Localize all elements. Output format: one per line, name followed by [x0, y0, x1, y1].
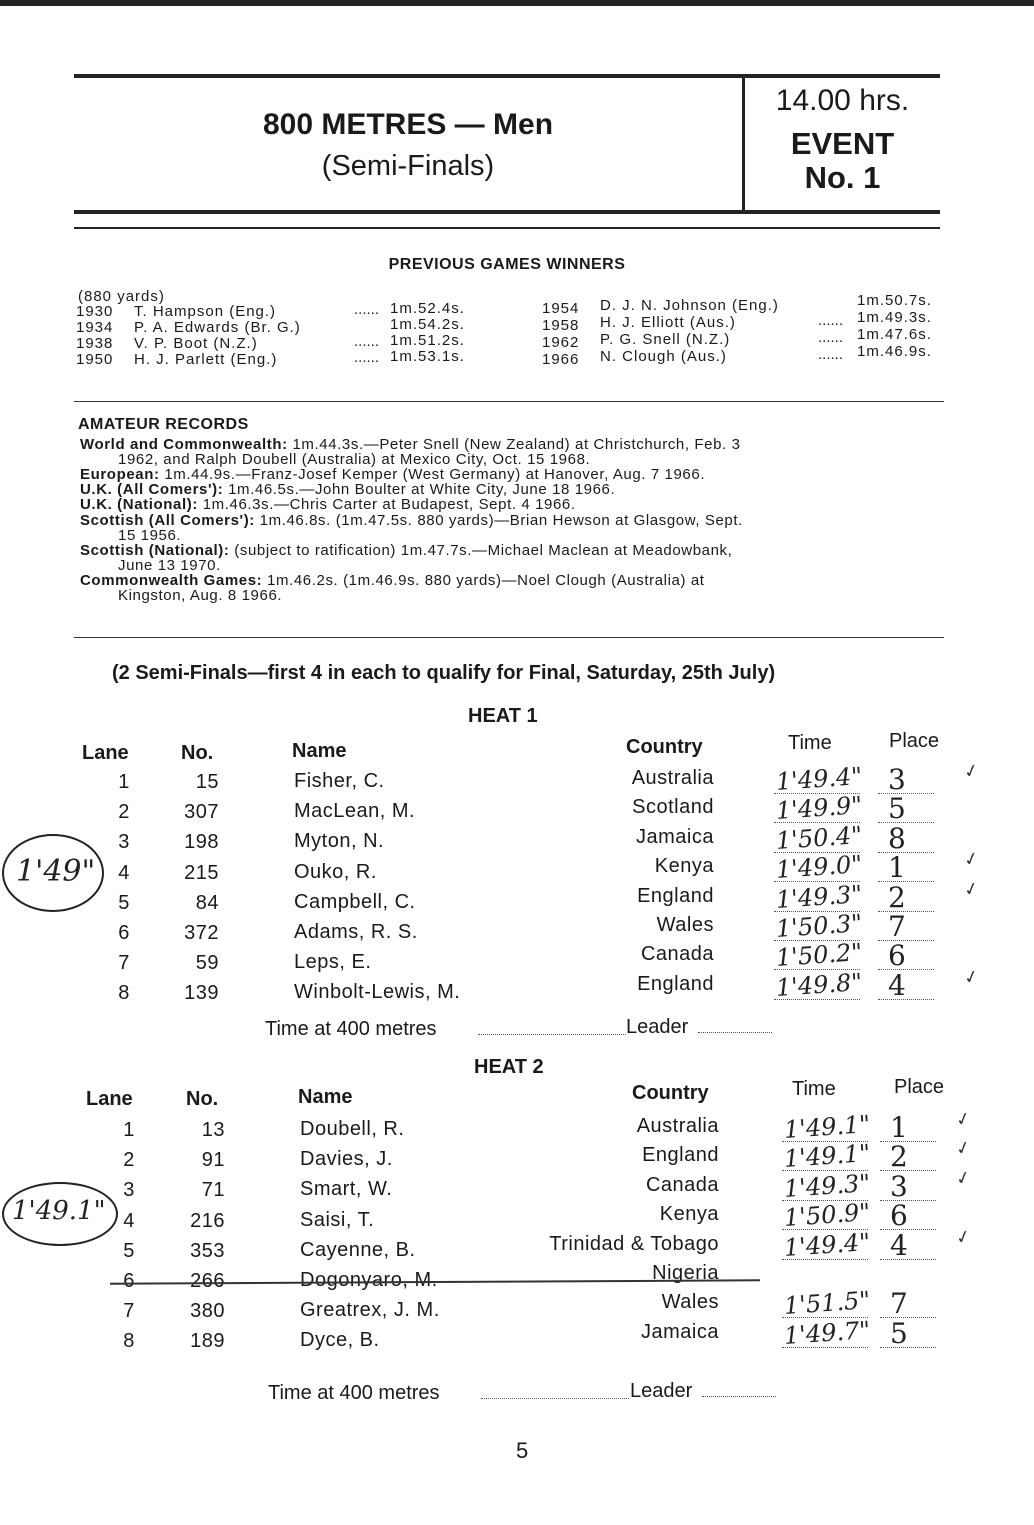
col-country-header: Country — [632, 1082, 709, 1104]
number-cell: 216 — [190, 1209, 225, 1232]
handwritten-place: 4 — [888, 968, 906, 1002]
number-cell: 372 — [184, 922, 219, 944]
name-cell: Winbolt-Lewis, M. — [294, 981, 461, 1004]
name-cell: MacLean, M. — [294, 800, 416, 823]
country-cell: Canada — [640, 943, 714, 966]
heat2-circled-text: 1'49.1" — [12, 1196, 106, 1226]
header-bottom-rule — [74, 210, 940, 214]
col-name-header: Name — [292, 740, 347, 762]
winners-bottom-rule — [74, 401, 944, 402]
winner-time: 1m.46.9s. — [857, 343, 932, 360]
winner-dots: ...... — [354, 349, 380, 366]
handwritten-place: 1 — [888, 851, 906, 885]
winner-name: D. J. N. Johnson (Eng.) — [600, 297, 779, 314]
lane-cell: 6 — [118, 922, 130, 944]
number-cell: 215 — [184, 861, 219, 884]
event-time: 14.00 hrs. — [775, 84, 910, 117]
tick-mark: ✓ — [953, 1136, 974, 1161]
heat2-footer-leader: Leader — [630, 1380, 693, 1402]
record-text: 1m.44.3s.—Peter Snell (New Zealand) at Christchurch, Feb. 3 — [287, 436, 741, 453]
col-time-header: Time — [788, 732, 832, 754]
event-subtitle: (Semi-Finals) — [321, 150, 495, 182]
handwritten-place: 3 — [888, 763, 906, 796]
tick-mark: ✓ — [953, 1166, 974, 1191]
number-cell: 353 — [190, 1239, 225, 1262]
record-text: 1m.46.5s.—John Boulter at White City, June 18 1966. — [223, 481, 616, 499]
tick-mark: ✓ — [961, 759, 982, 784]
handwritten-place: 6 — [888, 939, 906, 973]
header-bottom-rule-2 — [74, 227, 940, 229]
time-dotted-blank — [774, 999, 860, 1000]
record-label: Scottish (All Comers'): — [80, 511, 255, 529]
handwritten-place: 7 — [890, 1287, 908, 1321]
place-dotted-blank — [878, 881, 934, 882]
number-cell: 189 — [190, 1330, 225, 1353]
winner-time: 1m.54.2s. — [390, 316, 465, 333]
handwritten-time: 1'49.8" — [775, 967, 864, 1002]
previous-winners-heading: PREVIOUS GAMES WINNERS — [388, 256, 626, 273]
handwritten-time: 1'49.1" — [783, 1110, 872, 1144]
lane-cell: 1 — [123, 1119, 135, 1141]
country-cell: Nigeria — [652, 1262, 719, 1284]
lane-cell: 8 — [118, 982, 130, 1005]
place-dotted-blank — [880, 1317, 936, 1318]
col-country-header: Country — [626, 736, 703, 758]
handwritten-time: 1'50.9" — [783, 1198, 872, 1233]
number-cell: 198 — [184, 831, 219, 854]
winner-year: 1966 — [542, 351, 580, 368]
heat2-circled-note — [2, 1182, 118, 1246]
record-label: World and Commonwealth: — [80, 436, 288, 453]
winner-time: 1m.52.4s. — [390, 300, 465, 317]
handwritten-place: 8 — [888, 821, 906, 855]
lane-cell: 7 — [118, 952, 130, 975]
place-dotted-blank — [880, 1141, 936, 1142]
tick-mark: ✓ — [961, 965, 982, 990]
handwritten-place: 1 — [890, 1111, 908, 1144]
previous-winners-note: (880 yards) — [78, 288, 165, 305]
lane-cell: 3 — [123, 1179, 135, 1202]
name-cell: Cayenne, B. — [300, 1238, 416, 1261]
heat1-title: HEAT 1 — [468, 705, 538, 727]
col-lane-header: Lane — [82, 742, 129, 764]
lane-cell: 2 — [118, 801, 130, 824]
record-text: June 13 1970. — [118, 556, 221, 574]
winner-year: 1938 — [76, 335, 114, 352]
lane-cell: 5 — [123, 1239, 135, 1262]
lane-cell: 6 — [123, 1270, 135, 1292]
col-lane-header: Lane — [86, 1088, 133, 1110]
winner-year: 1950 — [76, 351, 114, 368]
place-dotted-blank — [880, 1200, 936, 1201]
handwritten-place: 5 — [890, 1316, 908, 1350]
country-cell: England — [642, 1144, 719, 1167]
lane-cell: 8 — [123, 1330, 135, 1353]
winner-name: T. Hampson (Eng.) — [134, 303, 277, 320]
qualify-note: (2 Semi-Finals—first 4 in each to qualify for Final, Saturday, 25th July) — [112, 662, 776, 684]
heat2-time-blank — [481, 1398, 629, 1399]
heat1-footer — [265, 1018, 437, 1041]
name-cell: Campbell, C. — [294, 890, 416, 913]
place-dotted-blank — [878, 852, 934, 853]
heat1-footer-leader: Leader — [626, 1016, 689, 1038]
winner-year: 1958 — [542, 317, 580, 334]
record-text: 1m.46.3s.—Chris Carter at Budapest, Sept. 4 1966. — [197, 496, 576, 514]
winner-time: 1m.47.6s. — [857, 326, 932, 343]
heat1-circled-text: 1'49" — [16, 854, 96, 889]
name-cell: Adams, R. S. — [294, 921, 418, 943]
tick-mark: ✓ — [953, 1224, 974, 1250]
number-cell: 91 — [201, 1149, 225, 1172]
record-text: Kingston, Aug. 8 1966. — [118, 587, 283, 604]
winner-name: P. A. Edwards (Br. G.) — [134, 319, 301, 336]
country-cell: Jamaica — [636, 825, 714, 848]
winner-name: H. J. Elliott (Aus.) — [600, 314, 736, 331]
winner-dots: ...... — [354, 301, 380, 318]
col-time-header: Time — [792, 1078, 836, 1100]
name-cell: Dogonyaro, M. — [300, 1269, 438, 1291]
place-dotted-blank — [880, 1259, 936, 1260]
event-title: 800 METRES — Men — [262, 108, 554, 141]
name-cell: Greatrex, J. M. — [300, 1299, 440, 1322]
heat2-leader-blank — [702, 1396, 776, 1397]
place-dotted-blank — [878, 999, 934, 1000]
handwritten-time: 1'50.2" — [775, 938, 864, 973]
record-text: 1m.46.2s. (1m.46.9s. 880 yards)—Noel Clough (Australia) at — [262, 571, 705, 589]
heat2-footer-time: Time at 400 metres — [268, 1382, 440, 1404]
place-dotted-blank — [880, 1170, 936, 1171]
event-number: No. 1 — [804, 160, 881, 195]
records-bottom-rule — [74, 637, 944, 638]
handwritten-place: 6 — [890, 1199, 908, 1233]
place-dotted-blank — [878, 969, 934, 970]
handwritten-time: 1'49.4" — [775, 762, 864, 796]
handwritten-time: 1'49.3" — [783, 1168, 872, 1203]
handwritten-time: 1'49.7" — [783, 1315, 872, 1350]
tick-mark: ✓ — [961, 847, 982, 872]
record-label: European: — [80, 466, 160, 484]
winner-year: 1954 — [542, 300, 580, 317]
page-top-edge — [0, 0, 1034, 6]
record-text: 1m.46.8s. (1m.47.5s. 880 yards)—Brian Hewson at Glasgow, Sept. — [254, 511, 743, 529]
place-dotted-blank — [878, 911, 934, 912]
record-text: 15 1956. — [118, 526, 182, 544]
winner-time: 1m.53.1s. — [390, 348, 465, 365]
heat2-footer — [268, 1382, 440, 1405]
number-cell: 71 — [201, 1179, 225, 1202]
country-cell: Australia — [636, 1115, 719, 1137]
handwritten-place: 5 — [888, 792, 906, 826]
record-text: 1962, and Ralph Doubell (Australia) at Mexico City, Oct. 15 1968. — [118, 451, 591, 469]
heat1-time-blank — [478, 1034, 626, 1035]
page-number: 5 — [516, 1438, 529, 1463]
handwritten-time: 1'49.0" — [775, 850, 864, 885]
number-cell: 380 — [190, 1300, 225, 1323]
col-place-header: Place — [894, 1076, 945, 1098]
winner-time: 1m.49.3s. — [857, 309, 932, 326]
col-no-header: No. — [186, 1088, 219, 1110]
col-name-header: Name — [298, 1086, 353, 1108]
tick-mark: ✓ — [953, 1107, 974, 1132]
winner-name: H. J. Parlett (Eng.) — [134, 351, 278, 368]
number-cell: 307 — [184, 801, 219, 824]
handwritten-time: 1'50.3" — [775, 909, 864, 943]
country-cell: England — [637, 884, 714, 907]
records-heading: AMATEUR RECORDS — [78, 416, 249, 433]
place-dotted-blank — [880, 1347, 936, 1348]
heat2-title: HEAT 2 — [474, 1056, 544, 1078]
handwritten-time: 1'49.9" — [775, 791, 864, 826]
handwritten-place: 2 — [890, 1140, 908, 1174]
number-cell: 84 — [195, 891, 219, 914]
place-dotted-blank — [880, 1229, 936, 1230]
winner-time: 1m.50.7s. — [857, 292, 932, 309]
number-cell: 266 — [190, 1270, 225, 1292]
place-dotted-blank — [878, 940, 934, 941]
lane-cell: 1 — [118, 771, 130, 793]
winner-name: P. G. Snell (N.Z.) — [600, 331, 731, 348]
winner-dots: ...... — [818, 312, 844, 329]
lane-cell: 5 — [118, 891, 130, 914]
header-top-rule — [74, 74, 940, 78]
handwritten-time: 1'49.3" — [775, 879, 864, 914]
number-cell: 59 — [195, 952, 219, 975]
record-text: (subject to ratification) 1m.47.7s.—Michael Maclean at Meadowbank, — [229, 541, 733, 559]
time-dotted-blank — [782, 1259, 868, 1260]
winner-dots: ...... — [818, 346, 844, 363]
handwritten-time: 1'50.4" — [775, 820, 864, 855]
handwritten-place: 2 — [888, 880, 906, 914]
handwritten-place: 4 — [890, 1228, 908, 1262]
country-cell: Trinidad & Tobago — [549, 1232, 719, 1255]
heat1-footer-time: Time at 400 metres — [265, 1018, 437, 1040]
winner-year: 1930 — [76, 303, 114, 320]
record-label: Commonwealth Games: — [80, 571, 263, 589]
lane-cell: 4 — [123, 1209, 135, 1232]
number-cell: 13 — [201, 1119, 225, 1141]
country-cell: Kenya — [659, 1203, 719, 1226]
lane-cell: 3 — [118, 831, 130, 854]
tick-mark: ✓ — [961, 876, 982, 902]
place-dotted-blank — [878, 793, 934, 794]
name-cell: Smart, W. — [300, 1178, 393, 1201]
name-cell: Davies, J. — [300, 1148, 393, 1171]
place-dotted-blank — [878, 822, 934, 823]
name-cell: Doubell, R. — [300, 1118, 405, 1140]
heat1-leader-blank — [698, 1032, 772, 1033]
lane-cell: 4 — [118, 861, 130, 884]
handwritten-place: 3 — [890, 1169, 908, 1203]
name-cell: Leps, E. — [294, 951, 372, 974]
winner-dots: ...... — [818, 329, 844, 346]
record-line — [118, 587, 282, 604]
col-no-header: No. — [181, 742, 214, 764]
name-cell: Ouko, R. — [294, 860, 377, 883]
name-cell: Saisi, T. — [300, 1208, 375, 1231]
country-cell: Canada — [645, 1173, 719, 1196]
time-dotted-blank — [782, 1347, 868, 1348]
winner-year: 1962 — [542, 334, 580, 351]
lane-cell: 7 — [123, 1300, 135, 1323]
name-cell: Fisher, C. — [294, 770, 385, 792]
winner-time: 1m.51.2s. — [390, 332, 465, 349]
heat1-circled-note — [2, 834, 104, 912]
handwritten-time: 1'51.5" — [783, 1286, 872, 1321]
handwritten-time: 1'49.4" — [783, 1227, 872, 1262]
record-text: 1m.44.9s.—Franz-Josef Kemper (West Germany) at Hanover, Aug. 7 1966. — [159, 466, 706, 484]
country-cell: England — [637, 972, 714, 995]
lane-cell: 2 — [123, 1149, 135, 1172]
country-cell: Wales — [656, 914, 714, 936]
country-cell: Australia — [631, 767, 714, 789]
winner-name: V. P. Boot (N.Z.) — [134, 335, 258, 352]
name-cell: Myton, N. — [294, 830, 385, 853]
country-cell: Scotland — [632, 796, 714, 819]
country-cell: Kenya — [654, 855, 714, 878]
event-label: EVENT — [790, 126, 895, 161]
name-cell: Dyce, B. — [300, 1329, 380, 1352]
record-label: Scottish (National): — [80, 541, 230, 559]
record-label: U.K. (All Comers'): — [80, 481, 224, 499]
winner-name: N. Clough (Aus.) — [600, 348, 727, 365]
winner-dots: ...... — [354, 333, 380, 350]
record-label: U.K. (National): — [80, 496, 198, 514]
col-place-header: Place — [889, 730, 940, 752]
number-cell: 15 — [195, 771, 219, 793]
winner-year: 1934 — [76, 319, 114, 336]
country-cell: Jamaica — [641, 1320, 719, 1343]
country-cell: Wales — [661, 1291, 719, 1314]
handwritten-time: 1'49.1" — [783, 1139, 872, 1174]
handwritten-place: 7 — [888, 910, 906, 943]
number-cell: 139 — [184, 982, 219, 1005]
